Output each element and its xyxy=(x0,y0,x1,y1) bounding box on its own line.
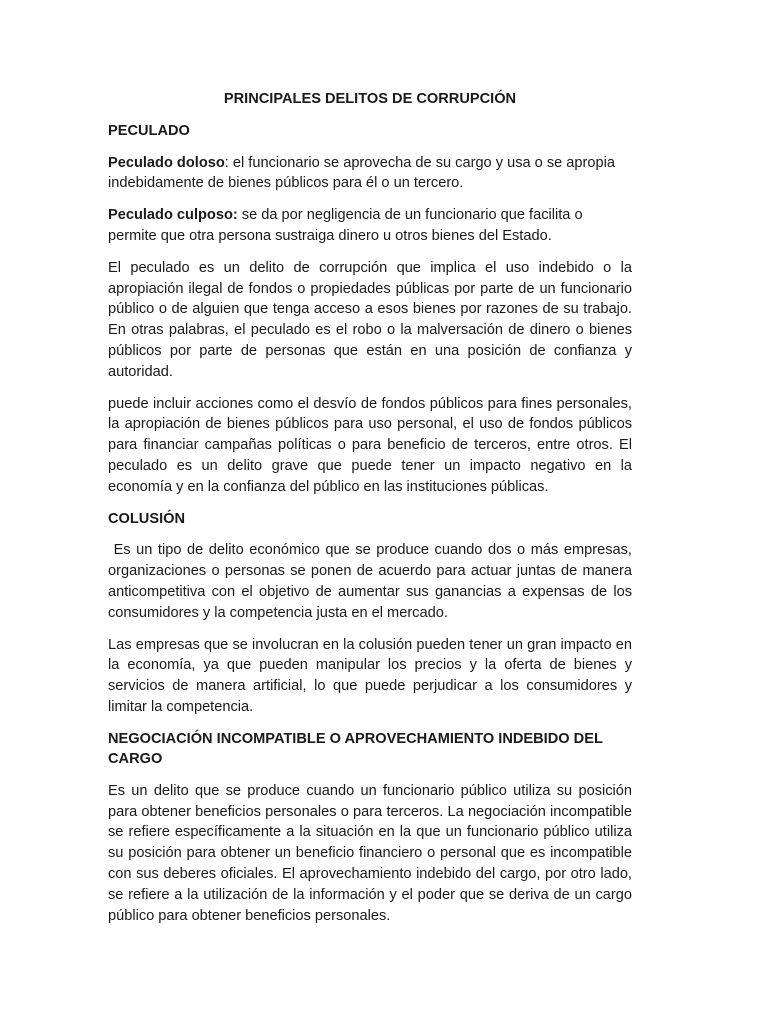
peculado-paragraph-1: El peculado es un delito de corrupción que implica el uso indebido o la apropiación ilegal de fondos o propiedades públicas por parte de un funcionario público o de alguien que tenga acceso a esos bienes por razones de su trabajo. En otras palabras, el peculado es el robo o la malversación de dinero o bienes públicos por parte de personas que están en una posición de confianza y autoridad. xyxy=(108,259,632,380)
peculado-culposo-definition: se da por negligencia de un funcionario que facilita o permite que otra persona sustraiga dinero u otros bienes del Estado. xyxy=(108,207,583,244)
peculado-culposo-term: Peculado culposo: xyxy=(108,207,238,224)
peculado-doloso-paragraph xyxy=(108,153,632,195)
colusion-paragraph-1: Es un tipo de delito económico que se produce cuando dos o más empresas, organizaciones o personas se ponen de acuerdo para actuar juntas de manera anticompetitiva con el objetivo de aumentar sus ganancias a expensas de los consumidores y la competencia justa en el mercado. xyxy=(108,542,637,621)
negociacion-paragraph-1: Es un delito que se produce cuando un funcionario público utiliza su posición para obtener beneficios personales o para terceros. La negociación incompatible se refiere específicamente a la situación en la que un funcionario público utiliza su posición para obtener un beneficio financiero o personal que es incompatible con sus deberes oficiales. El aprovechamiento indebido del cargo, por otro lado, se refiere a la utilización de la información y el poder que se deriva de un cargo público para obtener beneficios personales. xyxy=(108,782,632,924)
document-page xyxy=(108,89,637,937)
peculado-culposo-paragraph xyxy=(108,205,632,247)
section-heading-negociacion: NEGOCIACIÓN INCOMPATIBLE O APROVECHAMIENTO INDEBIDO DEL CARGO xyxy=(108,730,603,768)
peculado-doloso-term: Peculado doloso xyxy=(108,154,225,171)
section-heading-peculado: PECULADO xyxy=(108,122,190,139)
section-heading-colusion: COLUSIÓN xyxy=(108,510,186,527)
colusion-paragraph-2: Las empresas que se involucran en la colusión pueden tener un gran impacto en la economía, ya que pueden manipular los precios y la oferta de bienes y servicios de manera artificial, lo que puede perjudicar a los consumidores y limitar la competencia. xyxy=(108,636,632,715)
peculado-doloso-definition: : el funcionario se aprovecha de su cargo y usa o se apropia indebidamente de bienes públicos para él o un tercero. xyxy=(108,154,615,192)
peculado-paragraph-2: puede incluir acciones como el desvío de fondos públicos para fines personales, la apropiación de bienes públicos para uso personal, el uso de fondos públicos para financiar campañas políticas o para beneficio de terceros, entre otros. El peculado es un delito grave que puede tener un impacto negativo en la economía y en la confianza del público en las instituciones públicas. xyxy=(108,395,632,495)
document-title: PRINCIPALES DELITOS DE CORRUPCIÓN xyxy=(223,91,517,107)
